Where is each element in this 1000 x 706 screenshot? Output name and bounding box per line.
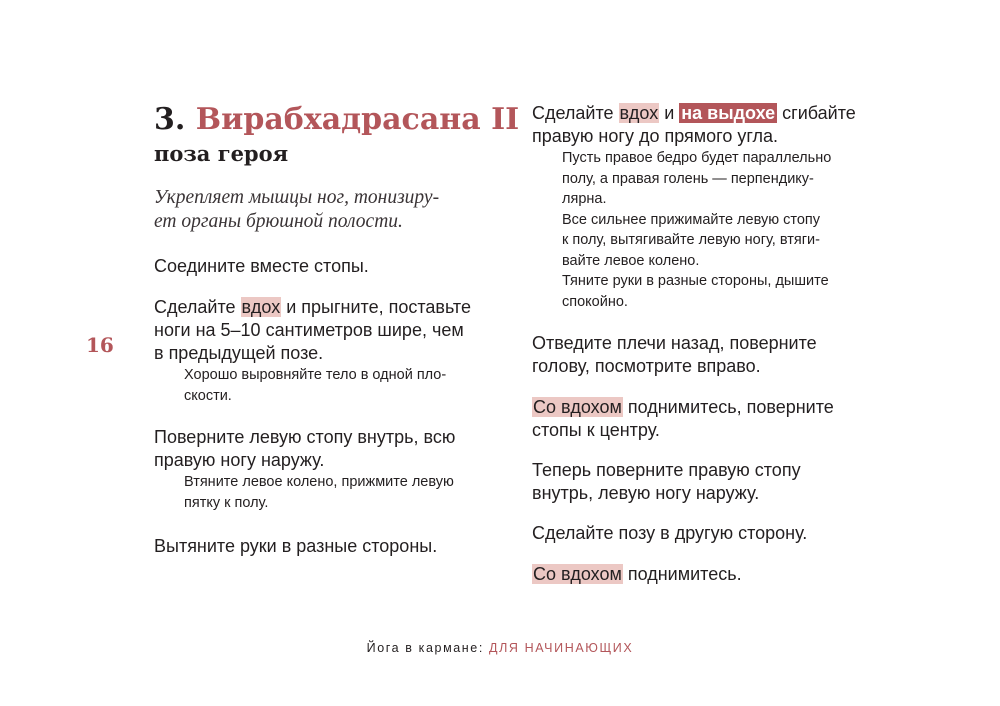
- intro-text: [154, 186, 514, 234]
- page-title: [154, 102, 520, 138]
- step-text: стопы к центру.: [532, 420, 660, 440]
- exhale-highlight: на выдохе: [681, 103, 776, 123]
- page-subtitle: поза героя: [154, 141, 289, 166]
- step-text: поднимитесь, поверните: [622, 397, 834, 417]
- step-rise: [532, 563, 892, 586]
- note-line: Втяните левое колено, прижмите левую: [184, 474, 454, 490]
- step-join-feet: Соедините вместе стопы.: [154, 256, 369, 276]
- step-text: сгибайте: [777, 103, 856, 123]
- note-line: к полу, вытягивайте левую ногу, втяги-: [562, 232, 820, 248]
- intro-line: Укрепляет мышцы ног, тонизиру-: [154, 187, 440, 208]
- left-column: [154, 102, 520, 558]
- step-text: правую ногу наружу.: [154, 450, 325, 470]
- note-align-body: [154, 365, 514, 406]
- step-text: Теперь поверните правую стопу: [532, 460, 801, 480]
- note-line: Тяните руки в разные стороны, дышите: [562, 273, 829, 289]
- step-bend-knee: [532, 102, 892, 148]
- step-other-side: Сделайте позу в другую сторону.: [532, 523, 808, 543]
- step-text: поднимитесь.: [622, 564, 742, 584]
- note-line: полу, а правая голень — перпендику-: [562, 170, 814, 187]
- note-line: Все сильнее прижимайте левую стопу: [562, 211, 821, 228]
- step-text: внутрь, левую ногу наружу.: [532, 483, 760, 503]
- page-number: 16: [86, 333, 114, 357]
- title-name: Вирабхадрасана II: [195, 102, 520, 137]
- note-line: лярна.: [562, 191, 607, 207]
- intro-line: ет органы брюшной полости.: [154, 211, 403, 232]
- step-text: Сделайте: [154, 297, 241, 317]
- title-number: 3.: [154, 102, 186, 137]
- step-jump: [154, 296, 514, 365]
- inhale-highlight: вдох: [241, 297, 281, 317]
- note-line: спокойно.: [562, 293, 628, 310]
- inhale-highlight: Со вдохом: [533, 397, 622, 417]
- note-line: Хорошо выровняйте тело в одной пло-: [184, 367, 447, 383]
- note-line: Пусть правое бедро будет параллельно: [562, 150, 832, 166]
- step-text: Отведите плечи назад, поверните: [532, 333, 817, 353]
- step-text: голову, посмотрите вправо.: [532, 356, 761, 376]
- footer-running-title: [0, 641, 1000, 655]
- step-text: и: [659, 103, 680, 123]
- note-thigh-parallel: [532, 148, 892, 312]
- step-text: в предыдущей позе.: [154, 343, 324, 363]
- step-stretch-arms: Вытяните руки в разные стороны.: [154, 536, 438, 556]
- right-column: [532, 102, 892, 586]
- note-line: вайте левое колено.: [562, 252, 700, 269]
- step-turn-feet: [154, 426, 514, 472]
- step-rise-turn: [532, 396, 892, 442]
- step-text: Поверните левую стопу внутрь, всю: [154, 427, 456, 447]
- step-text: Сделайте: [532, 103, 619, 123]
- note-knee: [154, 472, 514, 513]
- step-shoulders-back: [532, 332, 892, 378]
- inhale-highlight: вдох: [619, 103, 659, 123]
- step-text: и прыгните, поставьте: [281, 297, 471, 317]
- step-text: ноги на 5–10 сантиметров шире, чем: [154, 320, 464, 340]
- note-line: скости.: [184, 387, 232, 404]
- footer-accent: ДЛЯ НАЧИНАЮЩИХ: [489, 641, 634, 655]
- step-switch-feet: [532, 459, 892, 505]
- footer-prefix: Йога в кармане:: [366, 641, 490, 655]
- step-text: правую ногу до прямого угла.: [532, 126, 779, 146]
- note-line: пятку к полу.: [184, 494, 269, 511]
- inhale-highlight: Со вдохом: [533, 564, 622, 584]
